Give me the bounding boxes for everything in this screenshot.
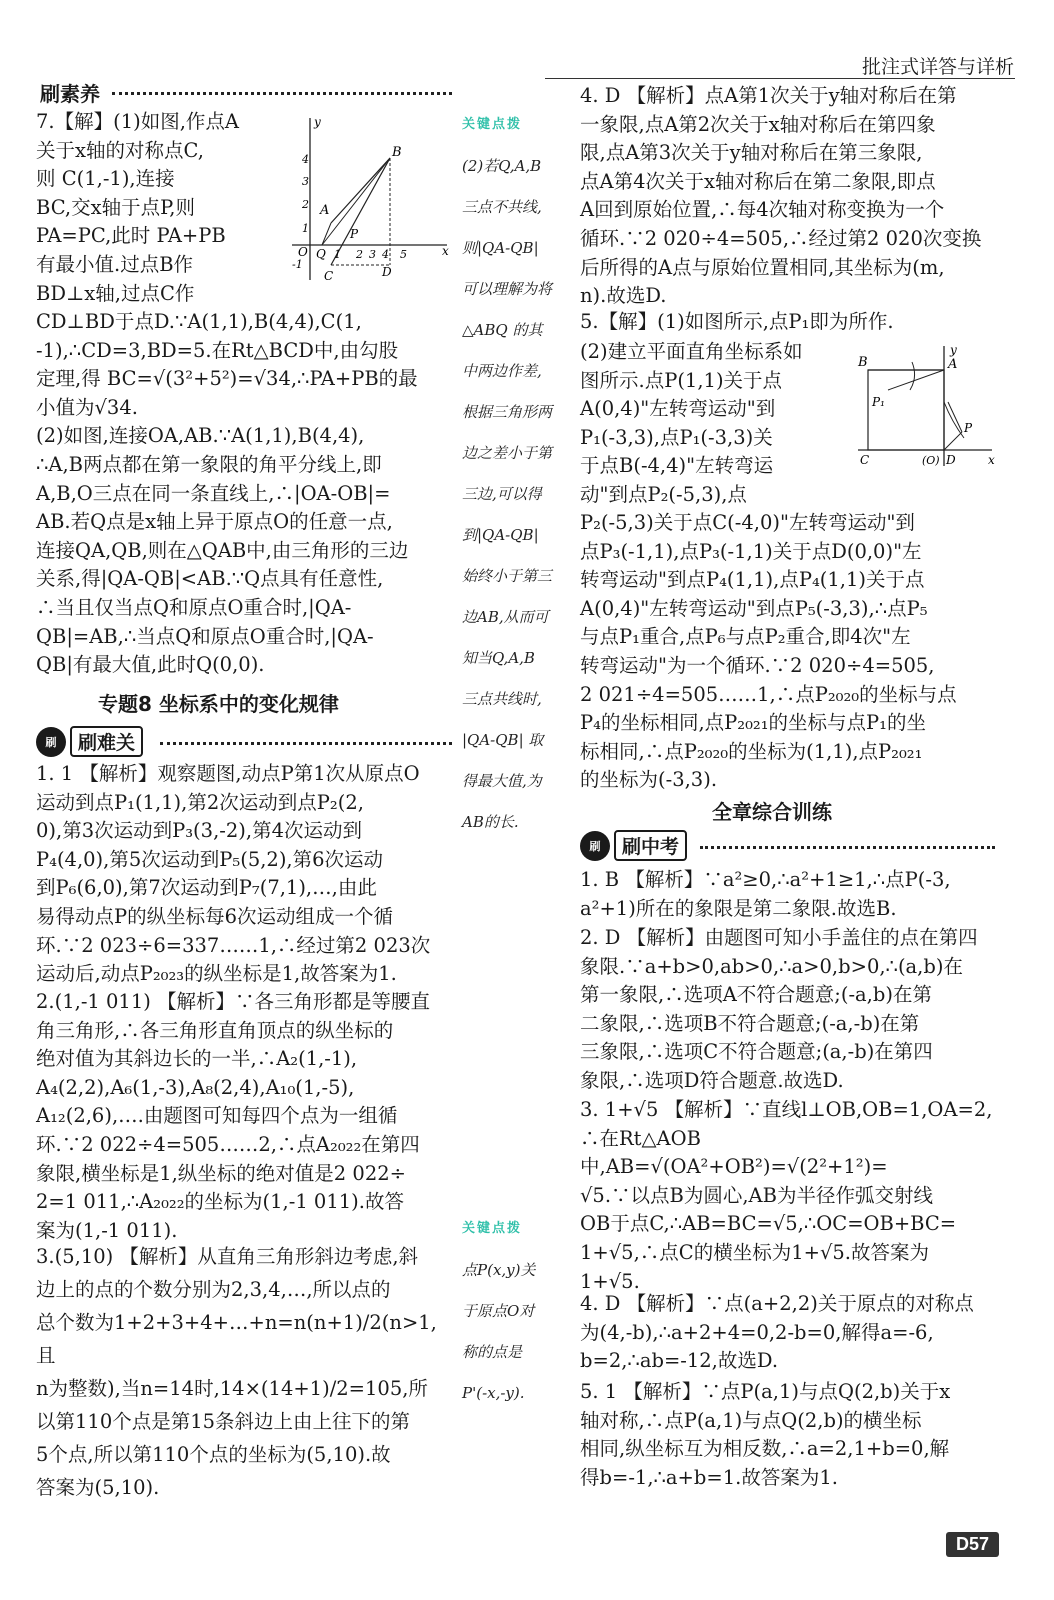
text-line: 3.(5,10) 【解析】从直角三角形斜边考虑,斜 — [36, 1245, 419, 1268]
text-line: 4. D 【解析】∵点(a+2,2)关于原点的对称点 — [580, 1292, 974, 1315]
text-line: 2 021÷4=505……1,∴点P₂₀₂₀的坐标与点 — [580, 682, 957, 706]
text-line: ∴在Rt△AOB中,AB=√(OA²+OB²)=√(2²+1²)= — [580, 1126, 888, 1179]
text-line: (2)如图,连接OA,AB.∵A(1,1),B(4,4), — [36, 424, 365, 448]
text-line: 根据三角形两 — [462, 403, 553, 421]
text-line: P₄(4,0),第5次运动到P₅(5,2),第6次运动 — [36, 847, 384, 871]
text-line: 环.∵2 023÷6=337……1,∴经过第2 023次 — [36, 933, 431, 957]
text-line: 则|QA-QB| — [462, 239, 539, 257]
text-line: 三点不共线, — [462, 198, 542, 216]
svg-text:P: P — [964, 421, 973, 435]
text-line: 转弯运动"到点P₄(1,1),点P₄(1,1)关于点 — [580, 568, 925, 592]
svg-text:4: 4 — [302, 153, 309, 166]
text-line: P₂(-5,3)关于点C(-4,0)"左转弯运动"到 — [580, 511, 915, 534]
text-line: A₄(2,2),A₆(1,-3),A₈(2,4),A₁₀(1,-5), — [36, 1075, 355, 1099]
text-line: BD⊥x轴,过点C作 — [36, 281, 195, 305]
text-line: 5. 1 【解析】∵点P(a,1)与点Q(2,b)关于x — [580, 1380, 951, 1403]
text-line: 中两边作差, — [462, 362, 542, 380]
exam-3 — [580, 1096, 995, 1296]
svg-text:(O): (O) — [922, 454, 940, 467]
svg-text:1: 1 — [334, 248, 341, 261]
text-line: 后所得的A点与原始位置相同,其坐标为(m, — [580, 255, 945, 279]
question-1 — [36, 760, 456, 989]
text-line: P₄的坐标相同,点P₂₀₂₁的坐标与点P₁的坐 — [580, 711, 926, 735]
text-line: ∴A,B两点都在第一象限的角平分线上,即 — [36, 452, 382, 476]
svg-text:B: B — [858, 355, 868, 370]
text-line: 运动到点P₁(1,1),第2次运动到点P₂(2, — [36, 790, 364, 814]
svg-text:D: D — [946, 453, 956, 467]
svg-text:1: 1 — [302, 222, 309, 235]
text-line: 绝对值为其斜边长的一半,∴A₂(1,-1), — [36, 1047, 358, 1071]
text-line: 点P(x,y)关 — [462, 1261, 536, 1279]
page-number: D57 — [946, 1532, 999, 1557]
text-line: 象限,∴选项D符合题意.故选D. — [580, 1068, 844, 1092]
svg-text:O: O — [298, 245, 308, 259]
svg-text:-1: -1 — [292, 258, 303, 271]
badge-exam-label: 刷中考 — [614, 830, 687, 861]
text-line: b=2,∴ab=-12,故选D. — [580, 1349, 779, 1373]
text-line: 转弯运动"为一个循环.∵2 020÷4=505, — [580, 653, 935, 677]
divider — [700, 846, 995, 849]
badge-top: 刷素养 — [40, 82, 100, 106]
text-line: 易得动点P的纵坐标每6次运动组成一个循 — [36, 904, 394, 928]
svg-text:5: 5 — [400, 248, 407, 261]
text-line: P₁(-3,3),点P₁(-3,3)关 — [580, 425, 773, 449]
text-line: 7.【解】(1)如图,作点A — [36, 110, 240, 133]
badge-hard-label: 刷难关 — [70, 726, 143, 757]
text-line: 有最小值.过点B作 — [36, 252, 194, 276]
text-line: 得最大值,为 — [462, 772, 542, 790]
text-line: QB|有最大值,此时Q(0,0). — [36, 653, 265, 677]
text-line: 答案为(5,10). — [36, 1476, 160, 1499]
solution-7-head — [36, 108, 266, 308]
text-line: 始终小于第三 — [462, 567, 553, 585]
divider — [160, 742, 452, 745]
text-line: 到P₆(6,0),第7次运动到P₇(7,1),…,由此 — [36, 876, 377, 900]
text-line: 称的点是 — [462, 1343, 523, 1361]
text-line: 二象限,∴选项B不符合题意;(-a,-b)在第 — [580, 1011, 920, 1035]
text-line: 知当Q,A,B — [462, 649, 535, 667]
svg-text:2: 2 — [302, 198, 309, 211]
text-line: 与点P₁重合,点P₆与点P₂重合,即4次"左 — [580, 625, 911, 649]
text-line: QB|=AB,∴当点Q和原点O重合时,|QA- — [36, 624, 374, 648]
text-line: 动"到点P₂(-5,3),点 — [580, 482, 747, 506]
text-line: 可以理解为将 — [462, 280, 553, 298]
text-line: 定理,得 BC=√(3²+5²)=√34,∴PA+PB的最 — [36, 367, 418, 391]
side-note-1 — [462, 112, 572, 850]
text-line: 标相同,∴点P₂₀₂₀的坐标为(1,1),点P₂₀₂₁ — [580, 739, 923, 763]
text-line: 一象限,点A第2次关于x轴对称后在第四象 — [580, 112, 936, 136]
svg-text:C: C — [860, 453, 870, 467]
text-line: 5个点,所以第110个点的坐标为(5,10).故 — [36, 1443, 391, 1466]
text-line: CD⊥BD于点D.∵A(1,1),B(4,4),C(1, — [36, 310, 362, 333]
text-line: OB于点C,∴AB=BC=√5,∴OC=OB+BC= — [580, 1212, 957, 1236]
badge-exam — [580, 830, 687, 861]
side-note-2 — [462, 1216, 572, 1421]
text-line: 第一象限,∴选项A不符合题意;(-a,b)在第 — [580, 983, 932, 1007]
side-note-1-body — [462, 153, 572, 835]
question-5-body — [580, 509, 995, 795]
text-line: 3. 1+√5 【解析】∵直线l⊥OB,OB=1,OA=2, — [580, 1098, 993, 1121]
text-line: 三点共线时, — [462, 690, 542, 708]
text-line: AB.若Q点是x轴上异于原点O的任意一点, — [36, 510, 393, 534]
text-line: 关系,得|QA-QB|<AB.∵Q点具有任意性, — [36, 567, 384, 591]
text-line: 于原点O对 — [462, 1302, 535, 1320]
text-line: 的坐标为(-3,3). — [580, 768, 718, 792]
text-line: 限,点A第3次关于y轴对称后在第三象限, — [580, 141, 923, 165]
text-line: 2. D 【解析】由题图可知小手盖住的点在第四 — [580, 926, 978, 949]
text-line: (2)若Q,A,B — [462, 157, 542, 175]
svg-text:A: A — [948, 357, 958, 372]
fig1-y-label: y — [314, 115, 321, 129]
svg-text:D: D — [382, 265, 392, 279]
svg-text:P₁: P₁ — [872, 395, 885, 409]
svg-text:C: C — [324, 269, 334, 280]
text-line: 于点B(-4,4)"左转弯运 — [580, 454, 774, 478]
svg-text:4: 4 — [382, 248, 389, 261]
text-line: 小值为√34. — [36, 395, 138, 419]
text-line: 边上的点的个数分别为2,3,4,…,所以点的 — [36, 1278, 391, 1301]
text-line: 1. 1 【解析】观察题图,动点P第1次从原点O — [36, 762, 420, 785]
question-4 — [580, 82, 995, 311]
svg-text:y: y — [950, 343, 957, 357]
text-line: n).故选D. — [580, 284, 667, 308]
svg-text:x: x — [988, 453, 995, 467]
svg-text:P: P — [350, 227, 359, 241]
solution-7-body — [36, 308, 454, 680]
text-line: 角三角形,∴各三角形直角顶点的纵坐标的 — [36, 1018, 394, 1042]
text-line: 1+√5,∴点C的横坐标为1+√5.故答案为 — [580, 1240, 929, 1264]
exam-2 — [580, 924, 995, 1096]
text-line: PA=PC,此时 PA+PB — [36, 224, 226, 248]
text-line: 得b=-1,∴a+b=1.故答案为1. — [580, 1465, 838, 1489]
svg-text:Q: Q — [316, 247, 326, 261]
exam-4 — [580, 1290, 995, 1376]
text-line: A₁₂(2,6),….由题图可知每四个点为一组循 — [36, 1104, 398, 1128]
text-line: 总个数为1+2+3+4+…+n=n(n+1)/2(n>1,且 — [36, 1311, 437, 1367]
text-line: △ABQ 的其 — [462, 321, 543, 339]
fig1-x-label: x — [442, 244, 449, 258]
text-line: 关于x轴的对称点C, — [36, 138, 204, 162]
exam-5 — [580, 1378, 995, 1492]
text-line: 三边,可以得 — [462, 485, 542, 503]
text-line: 0),第3次运动到P₃(3,-2),第4次运动到 — [36, 819, 362, 843]
text-line: 图所示.点P(1,1)关于点 — [580, 368, 783, 392]
badge-exam-icon: 刷 — [580, 831, 610, 861]
text-line: 以第110个点是第15条斜边上由上往下的第 — [36, 1410, 411, 1433]
text-line: 5.【解】(1)如图所示,点P₁即为所作. — [580, 310, 894, 333]
header-title: 批注式详答与详析 — [861, 56, 1014, 78]
text-line: 4. D 【解析】点A第1次关于y轴对称后在第 — [580, 84, 957, 107]
text-line: ∴当且仅当点Q和原点O重合时,|QA- — [36, 595, 352, 619]
figure-coordinate-2 — [852, 342, 998, 468]
text-line: (2)建立平面直角坐标系如 — [580, 340, 803, 363]
text-line: 点A第4次关于x轴对称后在第二象限,即点 — [580, 169, 936, 193]
text-line: 1. B 【解析】∵a²≥0,∴a²+1≥1,∴点P(-3, — [580, 868, 951, 891]
text-line: A回到原始位置,∴每4次轴对称变换为一个 — [580, 198, 945, 222]
text-line: 环.∵2 022÷4=505……2,∴点A₂₀₂₂在第四 — [36, 1132, 420, 1156]
text-line: n为整数),当n=14时,14×(14+1)/2=105,所 — [36, 1377, 428, 1400]
text-line: 连接QA,QB,则在△QAB中,由三角形的三边 — [36, 538, 409, 562]
text-line: √5.∵以点B为圆心,AB为半径作弧交射线 — [580, 1183, 933, 1207]
svg-text:3: 3 — [302, 175, 309, 188]
text-line: 到|QA-QB| — [462, 526, 539, 544]
text-line: |QA-QB| 取 — [462, 731, 544, 749]
side-note-2-title: 关键点拨 — [462, 1221, 523, 1236]
question-5-side — [580, 338, 850, 510]
side-note-1-title: 关键点拨 — [462, 117, 523, 132]
text-line: 三象限,∴选项C不符合题意;(a,-b)在第四 — [580, 1040, 933, 1064]
text-line: 1+√5. — [580, 1269, 640, 1293]
exam-1 — [580, 866, 995, 923]
text-line: P'(-x,-y). — [462, 1384, 525, 1402]
svg-text:B: B — [392, 145, 402, 160]
text-line: 运动后,动点P₂₀₂₃的纵坐标是1,故答案为1. — [36, 962, 397, 986]
text-line: 2.(1,-1 011) 【解析】∵各三角形都是等腰直 — [36, 990, 431, 1013]
header-rule — [545, 78, 1015, 79]
text-line: 轴对称,∴点P(a,1)与点Q(2,b)的横坐标 — [580, 1408, 922, 1432]
text-line: 循环.∵2 020÷4=505,∴经过第2 020次变换 — [580, 226, 982, 250]
topic-title: 专题8 坐标系中的变化规律 — [98, 692, 339, 716]
badge-hard — [36, 726, 143, 757]
text-line: 则 C(1,-1),连接 — [36, 167, 175, 191]
text-line: 为(4,-b),∴a+2+4=0,2-b=0,解得a=-6, — [580, 1320, 934, 1344]
text-line: 边之差小于第 — [462, 444, 553, 462]
text-line: 相同,纵坐标互为相反数,∴a=2,1+b=0,解 — [580, 1437, 950, 1461]
text-line: BC,交x轴于点P,则 — [36, 195, 195, 219]
text-line: -1),∴CD=3,BD=5.在Rt△BCD中,由勾股 — [36, 338, 399, 362]
text-line: 2=1 011,∴A₂₀₂₂的坐标为(1,-1 011).故答 — [36, 1190, 404, 1214]
text-line: A,B,O三点在同一条直线上,∴|OA-OB|= — [36, 481, 391, 505]
text-line: 点P₃(-1,1),点P₃(-1,1)关于点D(0,0)"左 — [580, 539, 922, 563]
text-line: A(0,4)"左转弯运动"到点P₅(-3,3),∴点P₅ — [580, 596, 928, 620]
badge-hard-icon: 刷 — [36, 727, 66, 757]
svg-text:2: 2 — [356, 248, 363, 261]
text-line: 象限,横坐标是1,纵坐标的绝对值是2 022÷ — [36, 1161, 406, 1185]
text-line: 案为(1,-1 011). — [36, 1218, 178, 1242]
divider — [112, 92, 452, 95]
text-line: 边AB,从而可 — [462, 608, 549, 626]
svg-text:3: 3 — [369, 248, 376, 261]
text-line: 象限.∵a+b>0,ab>0,∴a>0,b>0,∴(a,b)在 — [580, 954, 963, 978]
question-5-head — [580, 308, 995, 337]
svg-text:A: A — [320, 203, 330, 218]
text-line: a²+1)所在的象限是第二象限.故选B. — [580, 896, 897, 920]
text-line: A(0,4)"左转弯运动"到 — [580, 397, 776, 421]
question-2 — [36, 988, 456, 1245]
text-line: AB的长. — [462, 813, 519, 831]
chapter-title: 全章综合训练 — [712, 800, 832, 824]
question-3 — [36, 1240, 456, 1504]
figure-coordinate-1 — [282, 110, 452, 280]
side-note-2-body — [462, 1257, 572, 1406]
